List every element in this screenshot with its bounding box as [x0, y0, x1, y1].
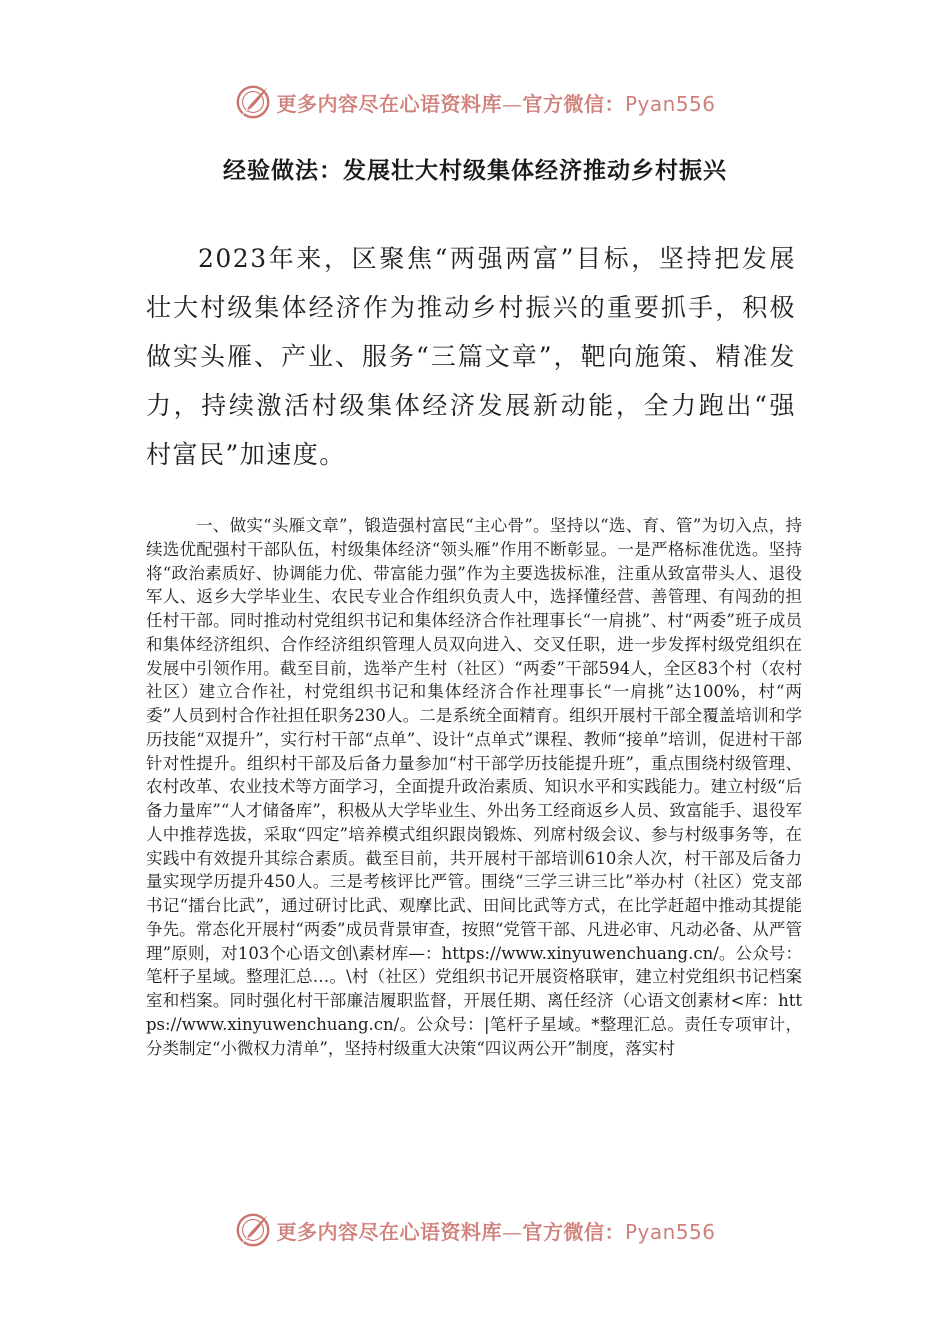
- body-paragraph: 一、做实“头雁文章”，锻造强村富民“主心骨”。坚持以“选、育、管”为切入点，持续选优配强村干部队伍，村级集体经济“领头雁”作用不断彰显。一是严格标准优选。坚持将“政治素质好、协调能力优、带富能力强”作为主要选拔标准，注重从致富带头人、退役军人、返乡大学毕业生、农民专业合作组织负责人中，选择懂经营、善管理、有闯劲的担任村干部。同时推动村党组织书记和集体经济合作社理事长“一肩挑”、村“两委”班子成员和集体经济组织、合作经济组织管理人员双向进入、交叉任职，进一步发挥村级党组织在发展中引领作用。截至目前，选举产生村（社区）“两委”干部594人，全区83个村（农村社区）建立合作社，村党组织书记和集体经济合作社理事长“一肩挑”达100%，村“两委”人员到村合作社担任职务230人。二是系统全面精育。组织开展村干部全覆盖培训和学历技能“双提升”，实行村干部“点单”、设计“点单式”课程、教师“接单”培训，促进村干部针对性提升。组织村干部及后备力量参加“村干部学历技能提升班”，重点围绕村级管理、农村改革、农业技术等方面学习，全面提升政治素质、知识水平和实践能力。建立村级“后备力量库”“人才储备库”，积极从大学毕业生、外出务工经商返乡人员、致富能手、退役军人中推荐选拔，采取“四定”培养模式组织跟岗锻炼、列席村级会议、参与村级事务等，在实践中有效提升其综合素质。截至目前，共开展村干部培训610余人次，村干部及后备力量实现学历提升450人。三是考核评比严管。围绕“三学三讲三比”举办村（社区）党支部书记“擂台比武”，通过研讨比武、观摩比武、田间比武等方式，在比学赶超中推动其提能争先。常态化开展村“两委”成员背景审查，按照“党管干部、凡进必审、凡动必备、从严管理”原则，对103个心语文创\素材库—：https://www.xinyuwenchuang.cn/。公众号：笔杆子星域。整理汇总…。\村（社区）党组织书记开展资格联审，建立村党组织书记档案室和档案。同时强化村干部廉洁履职监督，开展任期、离任经济（心语文创素材<库：https://www.xinyuwenchuang.cn/。公众号：|笔杆子星域。*整理汇总。责任专项审计，分类制定“小微权力清单”，坚持村级重大决策“四议两公开”制度，落实村: [146, 516, 802, 1058]
- lead-paragraph: 2023年来，区聚焦“两强两富”目标，坚持把发展壮大村级集体经济作为推动乡村振兴的重要抓手，积极做实头雁、产业、服务“三篇文章”，靶向施策、精准发力，持续激活村级集体经济发展新动能，全力跑出“强村富民”加速度。: [146, 244, 796, 469]
- header-watermark-banner: [0, 80, 950, 124]
- watermark-sub-text: 官方微信：: [522, 1219, 625, 1244]
- watermark-wechat-id: Pyan556: [624, 91, 716, 116]
- document-title: 经验做法：发展壮大村级集体经济推动乡村振兴: [223, 158, 727, 184]
- watermark-sub-text: 官方微信：: [522, 91, 625, 116]
- watermark-main-text: 更多内容尽在心语资料库: [276, 1219, 502, 1244]
- watermark-text: [276, 88, 715, 117]
- watermark-text: [276, 1216, 715, 1245]
- watermark-dash: —: [501, 91, 523, 116]
- watermark-main-text: 更多内容尽在心语资料库: [276, 91, 502, 116]
- watermark-wechat-id: Pyan556: [624, 1219, 716, 1244]
- footer-watermark-banner: [0, 1208, 950, 1252]
- quill-logo-icon: [234, 1211, 272, 1249]
- quill-logo-icon: [234, 83, 272, 121]
- watermark-dash: —: [501, 1219, 523, 1244]
